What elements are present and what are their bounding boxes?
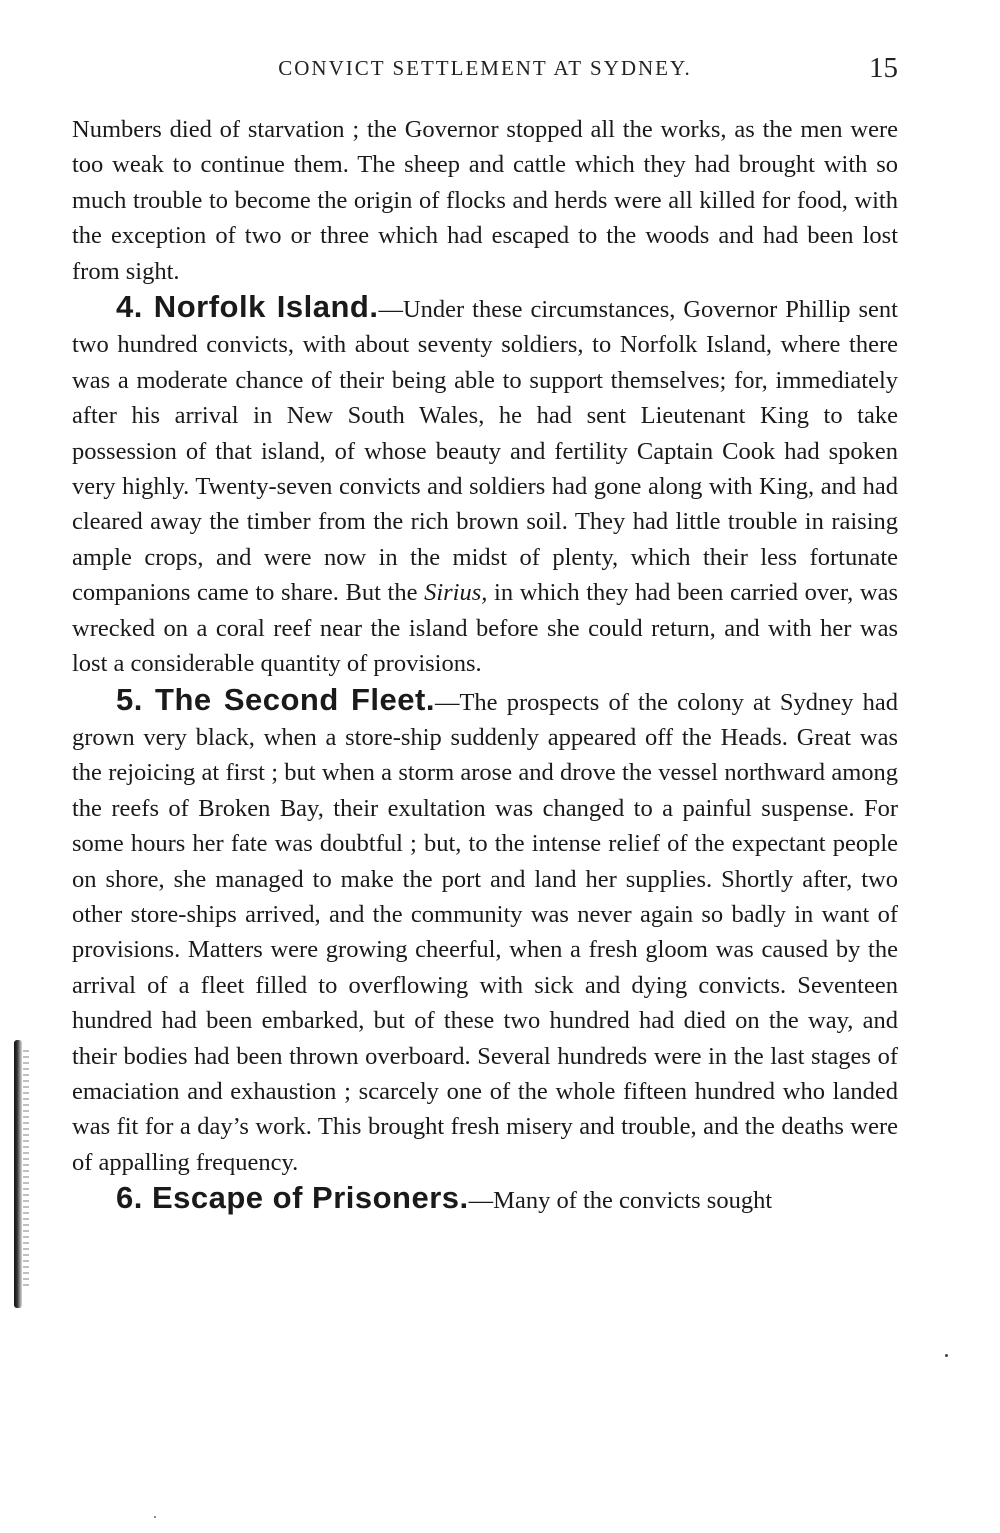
print-speck xyxy=(154,1516,156,1518)
section-second-fleet xyxy=(72,682,898,1181)
section-heading-norfolk-island: 4. Norfolk Island. xyxy=(116,289,379,325)
ship-name-sirius: Sirius, xyxy=(424,579,488,607)
binding-margin-mark xyxy=(14,1040,22,1308)
print-speck xyxy=(945,1354,948,1357)
running-head xyxy=(72,52,898,92)
section-heading-second-fleet: 5. The Second Fleet. xyxy=(116,681,435,717)
section-text-escape-of-prisoners: —Many of the convicts sought xyxy=(468,1187,773,1215)
section-text-norfolk-island: —Under these circumstances, Governor Phillip sent two hundred convicts, with about seventy soldiers, to Norfolk Island, where there was a moderate chance of their being able to support themselves; for, immediately after his arrival in New South Wales, he had sent Lieutenant King to take possession of that island, of whose beauty and fertility Captain Cook had spoken very highly. Twenty-seven convicts and soldiers had gone along with King, and had cleared away the timber from the rich brown soil. They had little trouble in raising ample crops, and were now in the midst of plenty, which their less fortunate companions came to share. But the xyxy=(72,296,898,607)
section-text-norfolk-island-continued: in which they had been carried over, was wrecked on a coral reef near the island before she could return, and with her was lost a considerable quantity of provisions. xyxy=(72,579,898,678)
section-norfolk-island xyxy=(72,289,898,681)
section-heading-escape-of-prisoners: 6. Escape of Prisoners. xyxy=(116,1180,469,1216)
section-escape-of-prisoners xyxy=(72,1180,898,1218)
body-text xyxy=(72,112,898,1219)
section-text-second-fleet: —The prospects of the colony at Sydney had grown very black, when a store-ship suddenly appeared off the Heads. Great was the rejoicing at first ; but when a storm arose and drove the vessel northward among the reefs of Broken Bay, their exultation was changed to a painful suspense. For some hours her fate was doubtful ; but, to the intense relief of the expectant people on shore, she managed to make the port and land her supplies. Shortly after, two other store-ships arrived, and the community was never again so badly in want of provisions. Matters were growing cheerful, when a fresh gloom was caused by the arrival of a fleet filled to overflowing with sick and dying convicts. Seventeen hundred had been embarked, but of these two hundred had died on the way, and their bodies had been thrown overboard. Several hundreds were in the last stages of emaciation and exhaustion ; scarcely one of the whole fifteen hundred who landed was fit for a day’s work. This brought fresh misery and trouble, and the deaths were of appalling frequency. xyxy=(72,688,898,1176)
intro-paragraph: Numbers died of starvation ; the Governor stopped all the works, as the men were too weak to continue them. The sheep and cattle which they had brought with so much trouble to become the origin of flocks and herds were all killed for food, with the exception of two or three which had escaped to the woods and had been lost from sight. xyxy=(72,116,898,285)
running-title: CONVICT SETTLEMENT AT SYDNEY. xyxy=(278,56,692,80)
page-number: 15 xyxy=(869,52,898,84)
